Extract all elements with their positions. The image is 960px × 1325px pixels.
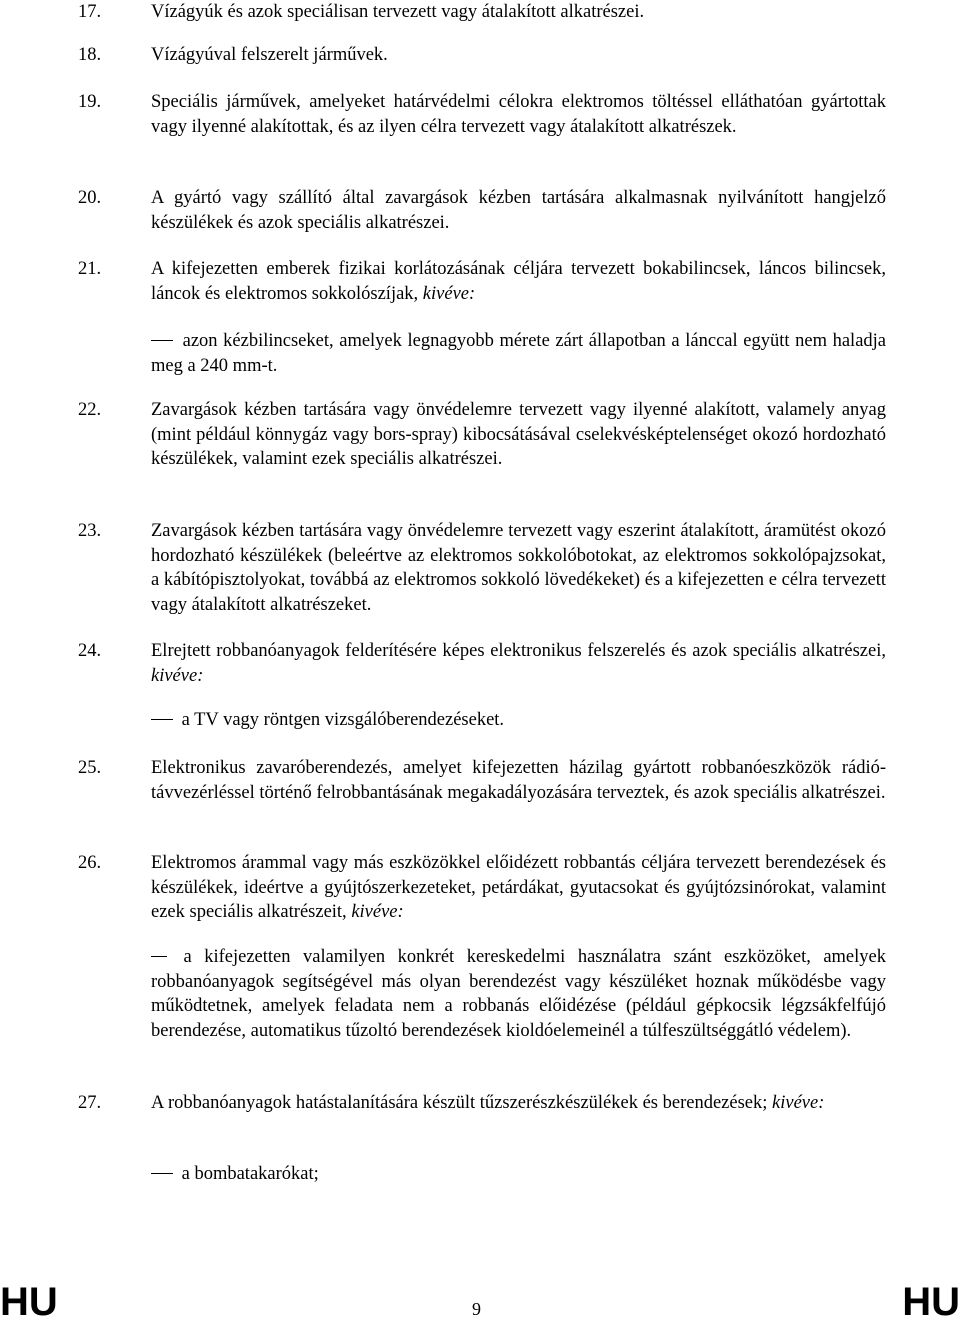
- item-text: Speciális járművek, amelyeket határvédelmi célokra elektromos töltéssel elláthatóan gyártottak vagy ilyenné alakítottak, és az ilyen célra tervezett vagy átalakított alkatrészek.: [151, 92, 886, 137]
- exception-item: [151, 1162, 886, 1187]
- list-item: [0, 257, 886, 306]
- item-text: Vízágyúk és azok speciálisan tervezett vagy átalakított alkatrészei.: [151, 2, 645, 22]
- except-label: kivéve:: [151, 665, 204, 686]
- list-item: [0, 90, 886, 139]
- footer-language-code-left: HU: [0, 1280, 58, 1324]
- list-item: [0, 186, 886, 235]
- dash-icon: [151, 1173, 173, 1174]
- exception-item: [151, 945, 886, 1043]
- list-item: [0, 756, 886, 805]
- exception-item: [151, 708, 886, 733]
- item-text: A gyártó vagy szállító által zavargások kézben tartására alkalmasnak nyilvánított hangjelző készülékek és azok speciális alkatrészei.: [151, 188, 886, 233]
- item-number: 17.: [78, 2, 102, 22]
- item-text: Elektronikus zavaróberendezés, amelyet kifejezetten házilag gyártott robbanóeszközök rádió-távvezérléssel történő felrobbantásának megakadályozására terveztek, és azok speciális alkatrészei.: [151, 758, 886, 803]
- footer-language-code-right: HU: [902, 1280, 960, 1324]
- item-text: [151, 1091, 886, 1116]
- item-text: Vízágyúval felszerelt járművek.: [151, 45, 388, 65]
- dash-icon: [151, 956, 167, 957]
- item-text-body: Elrejtett robbanóanyagok felderítésére képes elektronikus felszerelés és azok speciális alkatrészei,: [151, 641, 886, 661]
- item-number: 19.: [78, 92, 102, 112]
- except-label: kivéve:: [422, 283, 476, 304]
- exception-text: a bombatakarókat;: [181, 1164, 319, 1184]
- item-text: [151, 851, 886, 925]
- list-item: [0, 851, 886, 925]
- exception-text: a TV vagy röntgen vizsgálóberendezéseket.: [181, 710, 505, 730]
- exception-text: azon kézbilincseket, amelyek legnagyobb mérete zárt állapotban a lánccal együtt nem haladja meg a 240 mm-t.: [151, 331, 887, 376]
- list-item: [0, 43, 886, 68]
- exception-item: [151, 329, 886, 378]
- item-text: [151, 639, 886, 688]
- item-number: 23.: [78, 521, 102, 541]
- item-text: Zavargások kézben tartására vagy önvédelemre tervezett vagy eszerint átalakított, áramütést okozó hordozható készülékek (beleértve az elektromos sokkolóbotokat, az elektromos sokkolópajzsokat, a kábítópisztolyokat, továbbá az elektromos sokkoló lövedékeket) és a kifejezetten e célra tervezett vagy átalakított alkatrészeket.: [151, 521, 886, 615]
- list-item: [0, 398, 886, 472]
- list-item: [0, 0, 886, 25]
- item-number: 21.: [78, 259, 102, 279]
- item-number: 20.: [78, 188, 102, 208]
- item-text-body: A kifejezetten emberek fizikai korlátozásának céljára tervezett bokabilincsek, láncos bilincsek, láncok és elektromos sokkolószíjak,: [151, 259, 886, 304]
- item-text-body: Elektromos árammal vagy más eszközökkel előidézett robbantás céljára tervezett berendezések és készülékek, ideértve a gyújtószerkezeteket, petárdákat, gyutacsokat és gyújtózsinórokat, valamint ezek speciális alkatrészeit,: [151, 853, 886, 922]
- except-label: kivéve:: [772, 1093, 825, 1113]
- list-item: [0, 639, 886, 688]
- list-item: [0, 519, 886, 617]
- except-label: kivéve:: [351, 902, 404, 922]
- item-number: 22.: [78, 400, 102, 420]
- exception-text: a kifejezetten valamilyen konkrét kereskedelmi használatra szánt eszközöket, amelyek robbanóanyagok segítségével más olyan berendezést vagy készüléket hoznak működésbe vagy működtetnek, amelyek feladata nem a robbanás előidézése (például gépkocsik légzsákfelfújó berendezése, automatikus tűzoltó berendezések kioldóelemeinél a túlfeszültséggátló védelem).: [151, 947, 886, 1041]
- item-number: 18.: [78, 45, 102, 65]
- item-text: [151, 257, 886, 306]
- item-number: 25.: [78, 758, 102, 778]
- item-number: 24.: [78, 641, 102, 661]
- dash-icon: [151, 719, 173, 720]
- item-number: 26.: [78, 853, 102, 873]
- item-text-body: A robbanóanyagok hatástalanítására készült tűzszerészkészülékek és berendezések;: [151, 1093, 768, 1113]
- item-number: 27.: [78, 1093, 102, 1113]
- item-text: Zavargások kézben tartására vagy önvédelemre tervezett vagy ilyenné alakított, valamely anyag (mint például könnygáz vagy bors-spray) kibocsátásával cselekvésképtelenséget okozó hordozható készülékek, valamint ezek speciális alkatrészei.: [151, 400, 886, 469]
- dash-icon: [151, 340, 173, 341]
- list-item: [0, 1091, 886, 1116]
- page-number: 9: [472, 1299, 481, 1319]
